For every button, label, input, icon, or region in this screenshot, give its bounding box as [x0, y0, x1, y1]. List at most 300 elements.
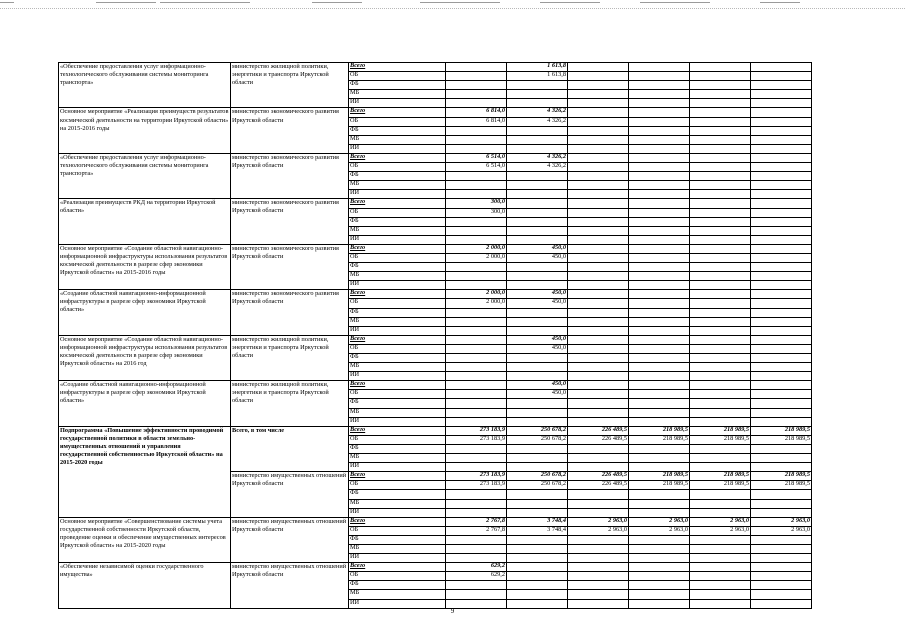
amount-cell: 218 989,5 — [629, 472, 690, 481]
amount-cell — [751, 190, 812, 199]
funding-source: МБ — [349, 590, 446, 599]
amount-cell — [507, 326, 568, 335]
amount-cell — [751, 590, 812, 599]
amount-cell — [629, 354, 690, 363]
funding-source: Всего — [349, 244, 446, 253]
amount-cell — [690, 344, 751, 353]
amount-cell — [690, 390, 751, 399]
amount-cell: 2 963,0 — [690, 517, 751, 526]
amount-cell — [690, 490, 751, 499]
amount-cell — [446, 263, 507, 272]
amount-cell: 450,0 — [507, 335, 568, 344]
amount-cell — [751, 372, 812, 381]
amount-cell — [507, 263, 568, 272]
amount-cell — [629, 308, 690, 317]
amount-cell — [751, 163, 812, 172]
amount-cell: 2 000,0 — [446, 299, 507, 308]
amount-cell — [629, 208, 690, 217]
funding-source: ИИ — [349, 144, 446, 153]
activity-name: «Создание областной навигационно-информационной инфраструктуры в разрезе сфер экономики Иркутской области» — [59, 381, 231, 426]
amount-cell — [629, 281, 690, 290]
amount-cell: 226 489,5 — [568, 472, 629, 481]
amount-cell — [690, 363, 751, 372]
funding-source: Всего — [349, 472, 446, 481]
amount-cell — [568, 144, 629, 153]
amount-cell — [690, 263, 751, 272]
amount-cell — [446, 508, 507, 517]
amount-cell — [751, 363, 812, 372]
funding-source: Всего — [349, 290, 446, 299]
amount-cell — [568, 590, 629, 599]
amount-cell — [507, 217, 568, 226]
table-row — [59, 244, 812, 253]
amount-cell — [507, 417, 568, 426]
amount-cell — [446, 581, 507, 590]
table-row — [59, 335, 812, 344]
amount-cell — [507, 90, 568, 99]
table-row — [59, 290, 812, 299]
funding-source: ИИ — [349, 281, 446, 290]
amount-cell — [446, 417, 507, 426]
amount-cell — [690, 208, 751, 217]
amount-cell — [629, 226, 690, 235]
amount-cell — [446, 554, 507, 563]
amount-cell — [751, 408, 812, 417]
amount-cell — [446, 335, 507, 344]
amount-cell — [446, 354, 507, 363]
amount-cell — [690, 253, 751, 262]
amount-cell: 629,2 — [446, 572, 507, 581]
amount-cell: 4 326,2 — [507, 108, 568, 117]
amount-cell — [629, 372, 690, 381]
amount-cell — [629, 335, 690, 344]
amount-cell — [507, 281, 568, 290]
funding-source: Всего — [349, 381, 446, 390]
amount-cell: 250 678,2 — [507, 435, 568, 444]
amount-cell — [568, 444, 629, 453]
amount-cell — [751, 135, 812, 144]
amount-cell — [629, 444, 690, 453]
amount-cell — [568, 354, 629, 363]
amount-cell — [690, 463, 751, 472]
amount-cell — [568, 263, 629, 272]
amount-cell — [690, 590, 751, 599]
funding-source: МБ — [349, 408, 446, 417]
amount-cell — [446, 499, 507, 508]
responsible-executor: министерство жилищной политики, энергетики и транспорта Иркутской области — [231, 381, 349, 426]
funding-source: ИИ — [349, 372, 446, 381]
amount-cell: 226 489,5 — [568, 481, 629, 490]
amount-cell: 450,0 — [507, 244, 568, 253]
funding-source: МБ — [349, 317, 446, 326]
amount-cell — [507, 544, 568, 553]
amount-cell — [751, 81, 812, 90]
amount-cell — [568, 208, 629, 217]
amount-cell — [568, 335, 629, 344]
amount-cell — [568, 563, 629, 572]
funding-source: ИИ — [349, 326, 446, 335]
amount-cell: 6 514,0 — [446, 163, 507, 172]
amount-cell — [446, 63, 507, 72]
amount-cell — [507, 272, 568, 281]
amount-cell: 2 963,0 — [690, 526, 751, 535]
amount-cell — [751, 172, 812, 181]
amount-cell — [568, 190, 629, 199]
amount-cell — [507, 226, 568, 235]
amount-cell — [446, 390, 507, 399]
amount-cell — [568, 153, 629, 162]
amount-cell: 300,0 — [446, 199, 507, 208]
amount-cell — [690, 135, 751, 144]
amount-cell — [751, 499, 812, 508]
amount-cell — [751, 344, 812, 353]
amount-cell — [568, 372, 629, 381]
amount-cell — [629, 572, 690, 581]
amount-cell — [629, 217, 690, 226]
amount-cell — [751, 381, 812, 390]
amount-cell — [751, 563, 812, 572]
amount-cell — [568, 544, 629, 553]
amount-cell — [751, 317, 812, 326]
amount-cell: 3 748,4 — [507, 517, 568, 526]
amount-cell — [629, 454, 690, 463]
amount-cell — [568, 172, 629, 181]
responsible-executor: Всего, в том числе — [231, 426, 349, 471]
responsible-executor: министерство имущественных отношений Иркутской области — [231, 472, 349, 517]
amount-cell: 218 989,5 — [629, 481, 690, 490]
amount-cell — [751, 444, 812, 453]
page-number: 9 — [450, 607, 455, 615]
amount-cell — [751, 181, 812, 190]
funding-source: ФБ — [349, 308, 446, 317]
amount-cell — [507, 190, 568, 199]
amount-cell — [629, 554, 690, 563]
amount-cell — [629, 544, 690, 553]
funding-source: Всего — [349, 153, 446, 162]
funding-source: Всего — [349, 63, 446, 72]
funding-source: ФБ — [349, 490, 446, 499]
amount-cell — [629, 499, 690, 508]
amount-cell: 218 989,5 — [751, 426, 812, 435]
amount-cell — [751, 399, 812, 408]
amount-cell — [629, 581, 690, 590]
amount-cell — [690, 581, 751, 590]
amount-cell: 2 000,0 — [446, 244, 507, 253]
amount-cell — [690, 508, 751, 517]
amount-cell — [568, 581, 629, 590]
amount-cell — [690, 90, 751, 99]
amount-cell — [751, 417, 812, 426]
table-row — [59, 153, 812, 162]
table-row — [59, 426, 812, 435]
activity-name: Основное мероприятие «Создание областной навигационно-информационной инфраструктуры использования результатов космической деятельности в разрезе сфер экономики Иркутской области» на 2015-2016 годы — [59, 244, 231, 289]
amount-cell — [507, 444, 568, 453]
amount-cell: 218 989,5 — [629, 435, 690, 444]
amount-cell — [690, 454, 751, 463]
amount-cell — [568, 90, 629, 99]
amount-cell — [446, 181, 507, 190]
amount-cell — [507, 372, 568, 381]
amount-cell — [568, 490, 629, 499]
amount-cell — [446, 81, 507, 90]
amount-cell — [690, 408, 751, 417]
funding-source: ОБ — [349, 253, 446, 262]
amount-cell — [690, 153, 751, 162]
amount-cell — [751, 263, 812, 272]
amount-cell — [690, 335, 751, 344]
amount-cell: 218 989,5 — [690, 481, 751, 490]
activity-name: «Обеспечение предоставления услуг информационно-технологического обслуживания системы мониторинга транспорта» — [59, 63, 231, 108]
funding-source: Всего — [349, 108, 446, 117]
table-row — [59, 517, 812, 526]
funding-source: ОБ — [349, 208, 446, 217]
amount-cell — [568, 199, 629, 208]
amount-cell — [629, 172, 690, 181]
funding-source: ОБ — [349, 163, 446, 172]
amount-cell — [751, 326, 812, 335]
amount-cell — [629, 590, 690, 599]
amount-cell: 450,0 — [507, 344, 568, 353]
amount-cell — [568, 390, 629, 399]
amount-cell — [751, 581, 812, 590]
amount-cell — [629, 490, 690, 499]
amount-cell — [751, 290, 812, 299]
amount-cell: 226 489,5 — [568, 435, 629, 444]
amount-cell — [629, 199, 690, 208]
amount-cell — [507, 208, 568, 217]
amount-cell: 2 963,0 — [751, 526, 812, 535]
amount-cell — [446, 408, 507, 417]
amount-cell — [629, 363, 690, 372]
amount-cell — [568, 572, 629, 581]
amount-cell — [568, 253, 629, 262]
amount-cell — [568, 72, 629, 81]
amount-cell — [629, 535, 690, 544]
amount-cell — [629, 135, 690, 144]
funding-source: ФБ — [349, 217, 446, 226]
amount-cell — [507, 81, 568, 90]
amount-cell: 273 183,9 — [446, 472, 507, 481]
amount-cell — [568, 454, 629, 463]
amount-cell — [629, 90, 690, 99]
amount-cell: 6 814,0 — [446, 117, 507, 126]
amount-cell: 2 963,0 — [568, 517, 629, 526]
amount-cell — [629, 272, 690, 281]
amount-cell: 218 989,5 — [751, 481, 812, 490]
funding-source: ИИ — [349, 599, 446, 608]
amount-cell — [629, 508, 690, 517]
amount-cell — [629, 326, 690, 335]
amount-cell — [751, 90, 812, 99]
responsible-executor: министерство имущественных отношений Иркутской области — [231, 563, 349, 608]
amount-cell: 2 767,8 — [446, 526, 507, 535]
amount-cell — [690, 144, 751, 153]
amount-cell — [629, 117, 690, 126]
amount-cell — [629, 63, 690, 72]
amount-cell — [629, 108, 690, 117]
amount-cell: 2 963,0 — [629, 526, 690, 535]
amount-cell: 6 514,0 — [446, 153, 507, 162]
amount-cell — [751, 199, 812, 208]
amount-cell — [751, 126, 812, 135]
amount-cell: 226 489,5 — [568, 426, 629, 435]
amount-cell — [446, 490, 507, 499]
amount-cell: 300,0 — [446, 208, 507, 217]
amount-cell — [751, 544, 812, 553]
amount-cell — [751, 354, 812, 363]
amount-cell — [629, 181, 690, 190]
responsible-executor: министерство экономического развития Иркутской области — [231, 199, 349, 244]
amount-cell — [507, 199, 568, 208]
amount-cell — [507, 172, 568, 181]
amount-cell — [751, 490, 812, 499]
funding-source: МБ — [349, 272, 446, 281]
amount-cell — [446, 90, 507, 99]
amount-cell — [690, 199, 751, 208]
amount-cell — [446, 172, 507, 181]
amount-cell — [568, 63, 629, 72]
funding-source: ОБ — [349, 572, 446, 581]
amount-cell — [629, 253, 690, 262]
amount-cell: 250 678,2 — [507, 472, 568, 481]
amount-cell — [446, 135, 507, 144]
amount-cell: 2 000,0 — [446, 253, 507, 262]
amount-cell — [568, 399, 629, 408]
amount-cell — [690, 299, 751, 308]
amount-cell — [629, 463, 690, 472]
amount-cell — [507, 99, 568, 108]
amount-cell — [568, 363, 629, 372]
amount-cell — [629, 81, 690, 90]
amount-cell — [751, 235, 812, 244]
amount-cell — [507, 508, 568, 517]
amount-cell — [690, 326, 751, 335]
amount-cell — [690, 554, 751, 563]
amount-cell — [751, 272, 812, 281]
amount-cell — [568, 535, 629, 544]
amount-cell — [690, 81, 751, 90]
amount-cell — [507, 581, 568, 590]
funding-source: ОБ — [349, 390, 446, 399]
amount-cell — [751, 299, 812, 308]
amount-cell — [690, 235, 751, 244]
amount-cell — [507, 308, 568, 317]
amount-cell — [629, 417, 690, 426]
responsible-executor: министерство экономического развития Иркутской области — [231, 244, 349, 289]
amount-cell — [751, 454, 812, 463]
amount-cell: 2 963,0 — [751, 517, 812, 526]
amount-cell — [568, 499, 629, 508]
scan-top-edge — [0, 0, 905, 9]
responsible-executor: министерство экономического развития Иркутской области — [231, 153, 349, 198]
amount-cell — [751, 508, 812, 517]
amount-cell — [568, 299, 629, 308]
responsible-executor: министерство жилищной политики, энергетики и транспорта Иркутской области — [231, 63, 349, 108]
amount-cell — [568, 463, 629, 472]
amount-cell — [629, 390, 690, 399]
amount-cell — [690, 399, 751, 408]
funding-source: Всего — [349, 563, 446, 572]
amount-cell: 450,0 — [507, 253, 568, 262]
amount-cell: 218 989,5 — [690, 426, 751, 435]
funding-source: МБ — [349, 499, 446, 508]
amount-cell: 450,0 — [507, 381, 568, 390]
amount-cell — [751, 572, 812, 581]
amount-cell — [751, 217, 812, 226]
amount-cell — [690, 290, 751, 299]
funding-source: МБ — [349, 363, 446, 372]
amount-cell — [690, 181, 751, 190]
amount-cell — [690, 544, 751, 553]
amount-cell — [751, 554, 812, 563]
amount-cell — [751, 63, 812, 72]
amount-cell — [507, 363, 568, 372]
funding-source: ФБ — [349, 399, 446, 408]
funding-source: ИИ — [349, 99, 446, 108]
amount-cell — [690, 563, 751, 572]
amount-cell — [690, 244, 751, 253]
funding-source: МБ — [349, 90, 446, 99]
amount-cell — [690, 308, 751, 317]
amount-cell — [507, 181, 568, 190]
amount-cell — [629, 244, 690, 253]
funding-source: ИИ — [349, 508, 446, 517]
amount-cell — [690, 217, 751, 226]
amount-cell — [446, 126, 507, 135]
amount-cell — [568, 344, 629, 353]
amount-cell — [507, 499, 568, 508]
amount-cell — [690, 499, 751, 508]
amount-cell — [751, 463, 812, 472]
amount-cell — [446, 308, 507, 317]
amount-cell — [629, 72, 690, 81]
amount-cell — [568, 244, 629, 253]
amount-cell — [629, 144, 690, 153]
amount-cell — [751, 108, 812, 117]
amount-cell — [568, 81, 629, 90]
amount-cell — [751, 153, 812, 162]
funding-source: ОБ — [349, 526, 446, 535]
funding-source: ОБ — [349, 481, 446, 490]
amount-cell — [507, 354, 568, 363]
amount-cell — [690, 535, 751, 544]
activity-name: «Обеспечение независимой оценки государственного имущества» — [59, 563, 231, 608]
amount-cell — [507, 454, 568, 463]
amount-cell — [629, 163, 690, 172]
budget-table — [58, 62, 812, 609]
table-row — [59, 108, 812, 117]
amount-cell — [751, 281, 812, 290]
amount-cell — [629, 290, 690, 299]
funding-source: МБ — [349, 454, 446, 463]
funding-source: ФБ — [349, 444, 446, 453]
amount-cell — [568, 554, 629, 563]
amount-cell: 3 748,4 — [507, 526, 568, 535]
amount-cell — [568, 508, 629, 517]
amount-cell — [568, 226, 629, 235]
amount-cell: 218 989,5 — [629, 426, 690, 435]
responsible-executor: министерство экономического развития Иркутской области — [231, 290, 349, 335]
amount-cell — [507, 535, 568, 544]
funding-source: ОБ — [349, 72, 446, 81]
funding-source: ОБ — [349, 299, 446, 308]
amount-cell — [568, 408, 629, 417]
amount-cell — [446, 99, 507, 108]
activity-name: Основное мероприятие «Создание областной навигационно-информационной инфраструктуры использования результатов космической деятельности в разрезе сфер экономики Иркутской области» на 2016 год — [59, 335, 231, 380]
funding-source: Всего — [349, 335, 446, 344]
amount-cell — [690, 417, 751, 426]
amount-cell: 273 183,9 — [446, 426, 507, 435]
